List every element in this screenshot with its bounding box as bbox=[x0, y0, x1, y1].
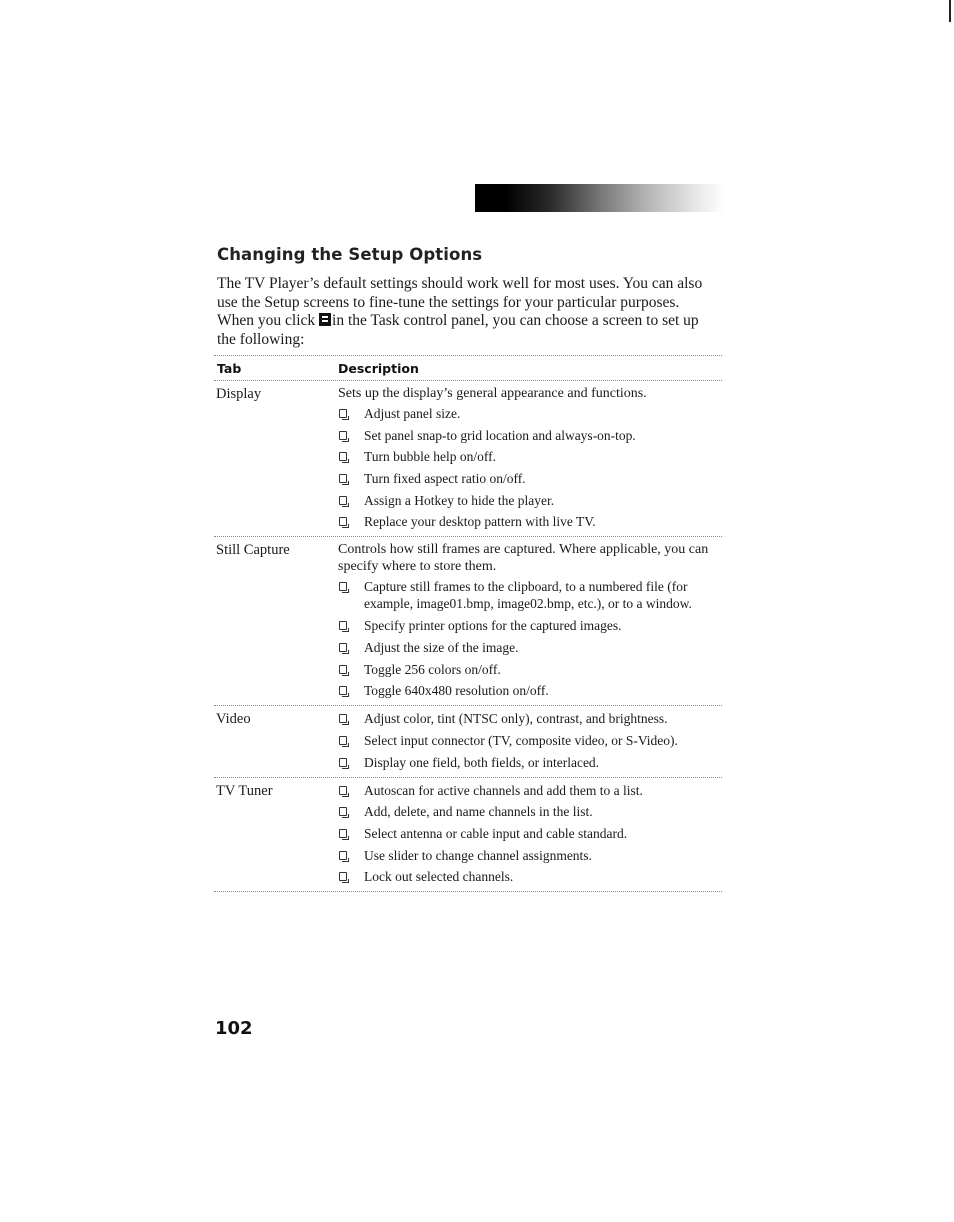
checkbox-icon bbox=[339, 409, 347, 418]
table-row bbox=[214, 381, 722, 536]
option-text: Select antenna or cable input and cable standard. bbox=[364, 825, 628, 841]
description-cell bbox=[338, 541, 722, 699]
option-item bbox=[338, 617, 722, 634]
option-text: Toggle 640x480 resolution on/off. bbox=[364, 683, 549, 699]
description-lead: Controls how still frames are captured. Where applicable, you can specify where to store them. bbox=[338, 542, 709, 575]
option-text: Set panel snap-to grid location and always-on-top. bbox=[364, 427, 636, 443]
checkbox-icon bbox=[339, 582, 347, 591]
checkbox-icon bbox=[339, 665, 347, 674]
setup-tabs-table bbox=[214, 355, 722, 892]
option-list bbox=[338, 710, 722, 770]
tab-name: Video bbox=[216, 711, 251, 728]
column-header-description: Description bbox=[338, 361, 419, 376]
intro-text-end: in the Task control panel, you can choose a screen to set up the following: bbox=[217, 312, 699, 348]
intro-text-start: The TV Player’s default settings should work well for most uses. You can also use the Setup screens to fine-tune the settings for your particular purposes. When you click bbox=[217, 275, 703, 329]
option-text: Adjust color, tint (NTSC only), contrast, and brightness. bbox=[364, 711, 668, 727]
option-text: Adjust panel size. bbox=[364, 406, 461, 421]
table-body bbox=[214, 381, 722, 892]
option-text: Use slider to change channel assignments. bbox=[364, 847, 592, 863]
checkbox-icon bbox=[339, 714, 347, 723]
option-item bbox=[338, 754, 722, 771]
option-item bbox=[338, 513, 722, 530]
option-item bbox=[338, 427, 722, 444]
checkbox-icon bbox=[339, 496, 347, 505]
tab-name: Still Capture bbox=[216, 542, 290, 559]
table-header bbox=[214, 356, 722, 380]
checkbox-icon bbox=[339, 786, 347, 795]
page-number: 102 bbox=[215, 1018, 253, 1039]
option-item bbox=[338, 825, 722, 842]
option-text: Turn bubble help on/off. bbox=[364, 449, 497, 465]
option-text: Lock out selected channels. bbox=[364, 869, 514, 885]
option-item bbox=[338, 448, 722, 465]
option-item bbox=[338, 492, 722, 509]
setup-icon bbox=[319, 313, 331, 326]
option-item bbox=[338, 803, 722, 820]
option-item bbox=[338, 732, 722, 749]
option-text: Autoscan for active channels and add them to a list. bbox=[364, 782, 643, 798]
table-rule bbox=[214, 891, 722, 892]
checkbox-icon bbox=[339, 829, 347, 838]
option-text: Select input connector (TV, composite video, or S-Video). bbox=[364, 732, 678, 748]
checkbox-icon bbox=[339, 452, 347, 461]
checkbox-icon bbox=[339, 621, 347, 630]
option-item bbox=[338, 868, 722, 885]
section-heading: Changing the Setup Options bbox=[217, 245, 483, 264]
description-lead: Sets up the display’s general appearance and functions. bbox=[338, 386, 647, 401]
page-edge-mark bbox=[949, 0, 951, 22]
chapter-header-bar bbox=[475, 184, 725, 212]
option-item bbox=[338, 470, 722, 487]
description-cell bbox=[338, 710, 722, 770]
checkbox-icon bbox=[339, 474, 347, 483]
option-item bbox=[338, 578, 722, 612]
checkbox-icon bbox=[339, 686, 347, 695]
tab-name: TV Tuner bbox=[216, 782, 273, 799]
option-item bbox=[338, 661, 722, 678]
option-list bbox=[338, 405, 722, 530]
option-text: Replace your desktop pattern with live TV. bbox=[364, 514, 596, 530]
description-cell bbox=[338, 782, 722, 886]
table-row bbox=[214, 778, 722, 892]
table-row bbox=[214, 537, 722, 705]
intro-paragraph bbox=[217, 275, 717, 349]
option-text: Display one field, both fields, or interlaced. bbox=[364, 754, 600, 770]
option-text: Specify printer options for the captured images. bbox=[364, 618, 622, 634]
option-item bbox=[338, 639, 722, 656]
option-item bbox=[338, 847, 722, 864]
checkbox-icon bbox=[339, 758, 347, 767]
checkbox-icon bbox=[339, 872, 347, 881]
option-item bbox=[338, 782, 722, 799]
checkbox-icon bbox=[339, 643, 347, 652]
option-item bbox=[338, 682, 722, 699]
option-list bbox=[338, 782, 722, 886]
option-text: Adjust the size of the image. bbox=[364, 639, 519, 655]
option-item bbox=[338, 405, 722, 422]
option-text: Capture still frames to the clipboard, to a numbered file (for example, image01.bmp, image02.bmp, etc.), or to a window. bbox=[364, 579, 692, 612]
checkbox-icon bbox=[339, 807, 347, 816]
checkbox-icon bbox=[339, 431, 347, 440]
option-text: Add, delete, and name channels in the list. bbox=[364, 804, 593, 820]
table-row bbox=[214, 706, 722, 776]
checkbox-icon bbox=[339, 851, 347, 860]
option-text: Toggle 256 colors on/off. bbox=[364, 661, 501, 677]
checkbox-icon bbox=[339, 736, 347, 745]
option-text: Assign a Hotkey to hide the player. bbox=[364, 492, 555, 508]
column-header-tab: Tab bbox=[217, 361, 242, 376]
description-cell bbox=[338, 385, 722, 530]
tab-name: Display bbox=[216, 386, 262, 402]
option-text: Turn fixed aspect ratio on/off. bbox=[364, 471, 526, 487]
option-list bbox=[338, 578, 722, 699]
checkbox-icon bbox=[339, 517, 347, 526]
option-item bbox=[338, 710, 722, 727]
